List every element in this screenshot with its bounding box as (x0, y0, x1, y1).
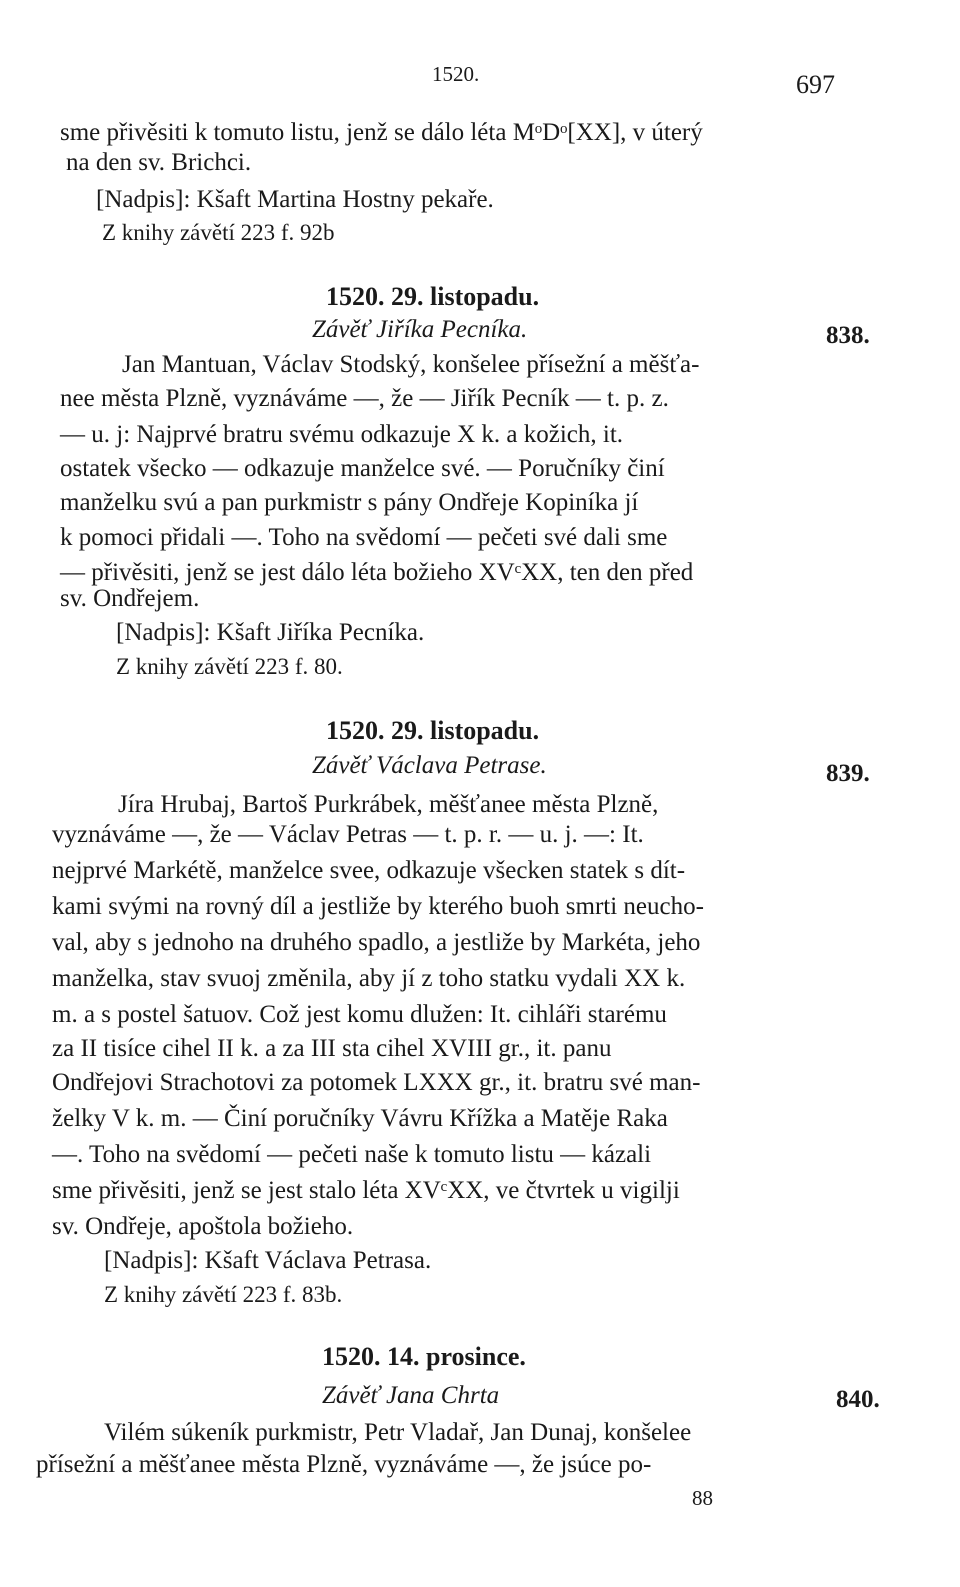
entry-839-line: nejprvé Markétě, manželce svee, odkazuje všecken statek s dít- (52, 857, 686, 884)
entry-839-line: za II tisíce cihel II k. a za III sta cihel XVIII gr., it. panu (52, 1035, 612, 1062)
entry-839-number: 839. (826, 760, 870, 787)
entry-838-line: sv. Ondřejem. (60, 585, 200, 612)
entry-838-title: Závěť Jiříka Pecníka. (312, 316, 528, 343)
entry-840-title: Závěť Jana Chrta (322, 1382, 500, 1409)
entry-839-date: 1520. 29. listopadu. (326, 716, 540, 745)
entry-838-line: ostatek všecko — odkazuje manželce své. — Poručníky činí (60, 455, 665, 482)
intro-line: na den sv. Brichci. (66, 149, 252, 176)
entry-840-line: Vilém súkeník purkmistr, Petr Vladař, Jan Dunaj, konšelee (104, 1419, 692, 1446)
entry-838-number: 838. (826, 322, 870, 349)
entry-838-line: Jan Mantuan, Václav Stodský, konšelee přísežní a měšťa- (122, 351, 700, 378)
entry-840-date: 1520. 14. prosince. (322, 1342, 526, 1371)
entry-838-source-note: Z knihy závětí 223 f. 80. (116, 654, 343, 679)
entry-839-line: Ondřejovi Strachotovi za potomek LXXX gr., it. bratru své man- (52, 1069, 701, 1096)
entry-838-heading-note: [Nadpis]: Kšaft Jiříka Pecníka. (116, 619, 425, 646)
entry-838-line: nee města Plzně, vyznáváme —, že — Jiřík Pecník — t. p. z. (60, 385, 669, 412)
running-head-year: 1520. (432, 62, 480, 86)
entry-840-line: přísežní a měšťanee města Plzně, vyznáváme —, že jsúce po- (36, 1451, 652, 1478)
entry-839-line: —. Toho na svědomí — pečeti naše k tomuto listu — kázali (52, 1141, 652, 1168)
entry-838-line: k pomoci přidali —. Toho na svědomí — pečeti své dali sme (60, 524, 668, 551)
entry-839-title: Závěť Václava Petrase. (312, 752, 547, 779)
entry-839-line: sme přivěsiti, jenž se jest stalo léta XVᶜXX, ve čtvrtek u vigilji (52, 1177, 680, 1204)
entry-839-line: val, aby s jednoho na druhého spadlo, a jestliže by Markéta, jeho (52, 929, 701, 956)
entry-838-line: — u. j: Najprvé bratru svému odkazuje X k. a kožich, it. (60, 421, 624, 448)
entry-839-heading-note: [Nadpis]: Kšaft Václava Petrasa. (104, 1247, 432, 1274)
intro-line: sme přivěsiti k tomuto listu, jenž se dálo léta MᵒDᵒ[XX], v úterý (60, 119, 703, 146)
intro-source-note: Z knihy závětí 223 f. 92b (102, 220, 335, 245)
entry-838-line: — přivěsiti, jenž se jest dálo léta božieho XVᶜXX, ten den před (60, 559, 694, 586)
entry-839-line: kami svými na rovný díl a jestliže by kterého buoh smrti neucho- (52, 893, 704, 920)
entry-839-line: želky V k. m. — Činí poručníky Vávru Křížka a Matěje Raka (52, 1105, 668, 1132)
entry-840-number: 840. (836, 1386, 880, 1413)
entry-839-line: manželka, stav svuoj změnila, aby jí z toho statku vydali XX k. (52, 965, 686, 992)
signature-mark: 88 (692, 1486, 713, 1510)
intro-heading-note: [Nadpis]: Kšaft Martina Hostny pekaře. (96, 186, 494, 213)
entry-839-line: m. a s postel šatuov. Což jest komu dlužen: It. cihláři starému (52, 1001, 667, 1028)
entry-838-date: 1520. 29. listopadu. (326, 282, 540, 311)
page-number: 697 (796, 70, 835, 99)
entry-839-source-note: Z knihy závětí 223 f. 83b. (104, 1282, 343, 1307)
entry-838-line: manželku svú a pan purkmistr s pány Ondřeje Kopiníka jí (60, 489, 639, 516)
entry-839-line: vyznáváme —, že — Václav Petras — t. p. r. — u. j. —: It. (52, 821, 644, 848)
entry-839-line: sv. Ondřeje, apoštola božieho. (52, 1213, 354, 1240)
entry-839-line: Jíra Hrubaj, Bartoš Purkrábek, měšťanee města Plzně, (118, 791, 659, 818)
